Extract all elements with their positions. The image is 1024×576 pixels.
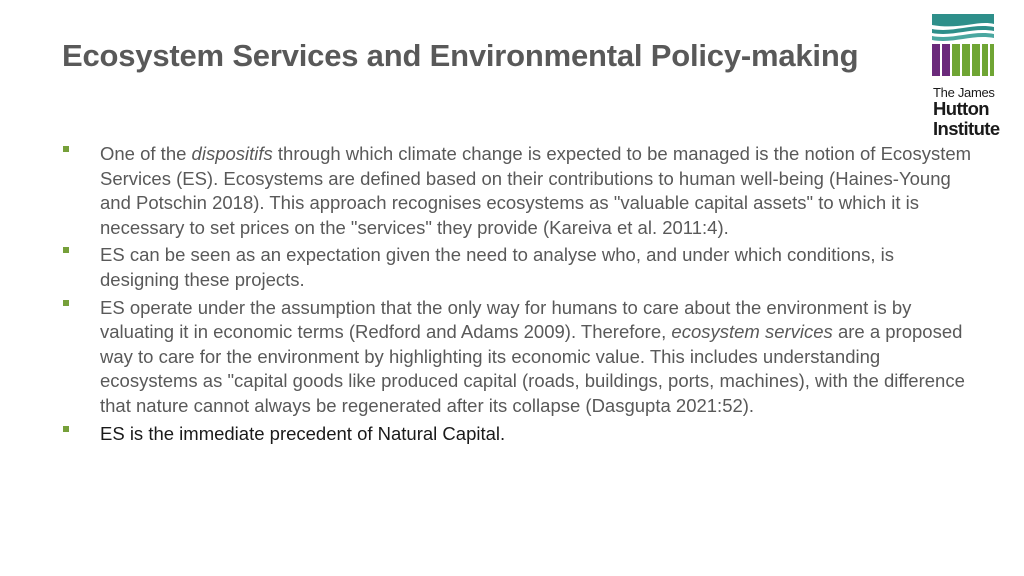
bullet-square-icon: [63, 247, 69, 253]
bullet-emphasis: ecosystem services: [671, 321, 833, 343]
bullet-square-icon: [63, 426, 69, 432]
james-hutton-institute-logo: [930, 12, 1002, 148]
bullet-emphasis: dispositifs: [191, 143, 273, 164]
bullet-list: [62, 142, 972, 449]
bullet-text: ES operate under the assumption that the only way for humans to care about the environment is by valuating it in economic terms (Redford and Adams 2009). Therefore,: [100, 296, 912, 343]
bullet-item: [62, 243, 972, 292]
bullet-text: One of the: [100, 143, 192, 164]
bullet-square-icon: [63, 146, 69, 152]
logo-text-line2: Hutton: [933, 98, 989, 119]
bullet-item: [62, 142, 972, 240]
bullet-square-icon: [63, 300, 69, 306]
bullet-item: [62, 422, 972, 447]
logo-mark-icon: [930, 12, 996, 78]
bullet-item: [62, 296, 972, 419]
bullet-text: ES is the immediate precedent of Natural Capital.: [100, 422, 506, 444]
bullet-text: through which climate change is expected to be managed is the notion of Ecosystem Services (ES). Ecosystems are defined based on their contributions to human well-being (Haines-Young and Potschin 2018). This approach recognises ecosystems as "valuable capital assets" to which it is necessary to set prices on the "services" they provide (Kareiva et al. 2011:4).: [100, 143, 972, 238]
slide-title: Ecosystem Services and Environmental Policy-making: [62, 38, 859, 73]
bullet-text: are a proposed way to care for the environment by highlighting its economic value. This includes understanding ecosystems as "capital goods like produced capital (roads, buildings, ports, machines), with the difference that nature cannot always be regenerated after its collapse (Dasgupta 2021:52).: [100, 321, 965, 416]
logo-text-line3: Institute: [933, 117, 1000, 139]
bullet-text: ES can be seen as an expectation given the need to analyse who, and under which conditions, is designing these projects.: [100, 244, 894, 290]
logo-text-line1: The James: [933, 85, 995, 100]
